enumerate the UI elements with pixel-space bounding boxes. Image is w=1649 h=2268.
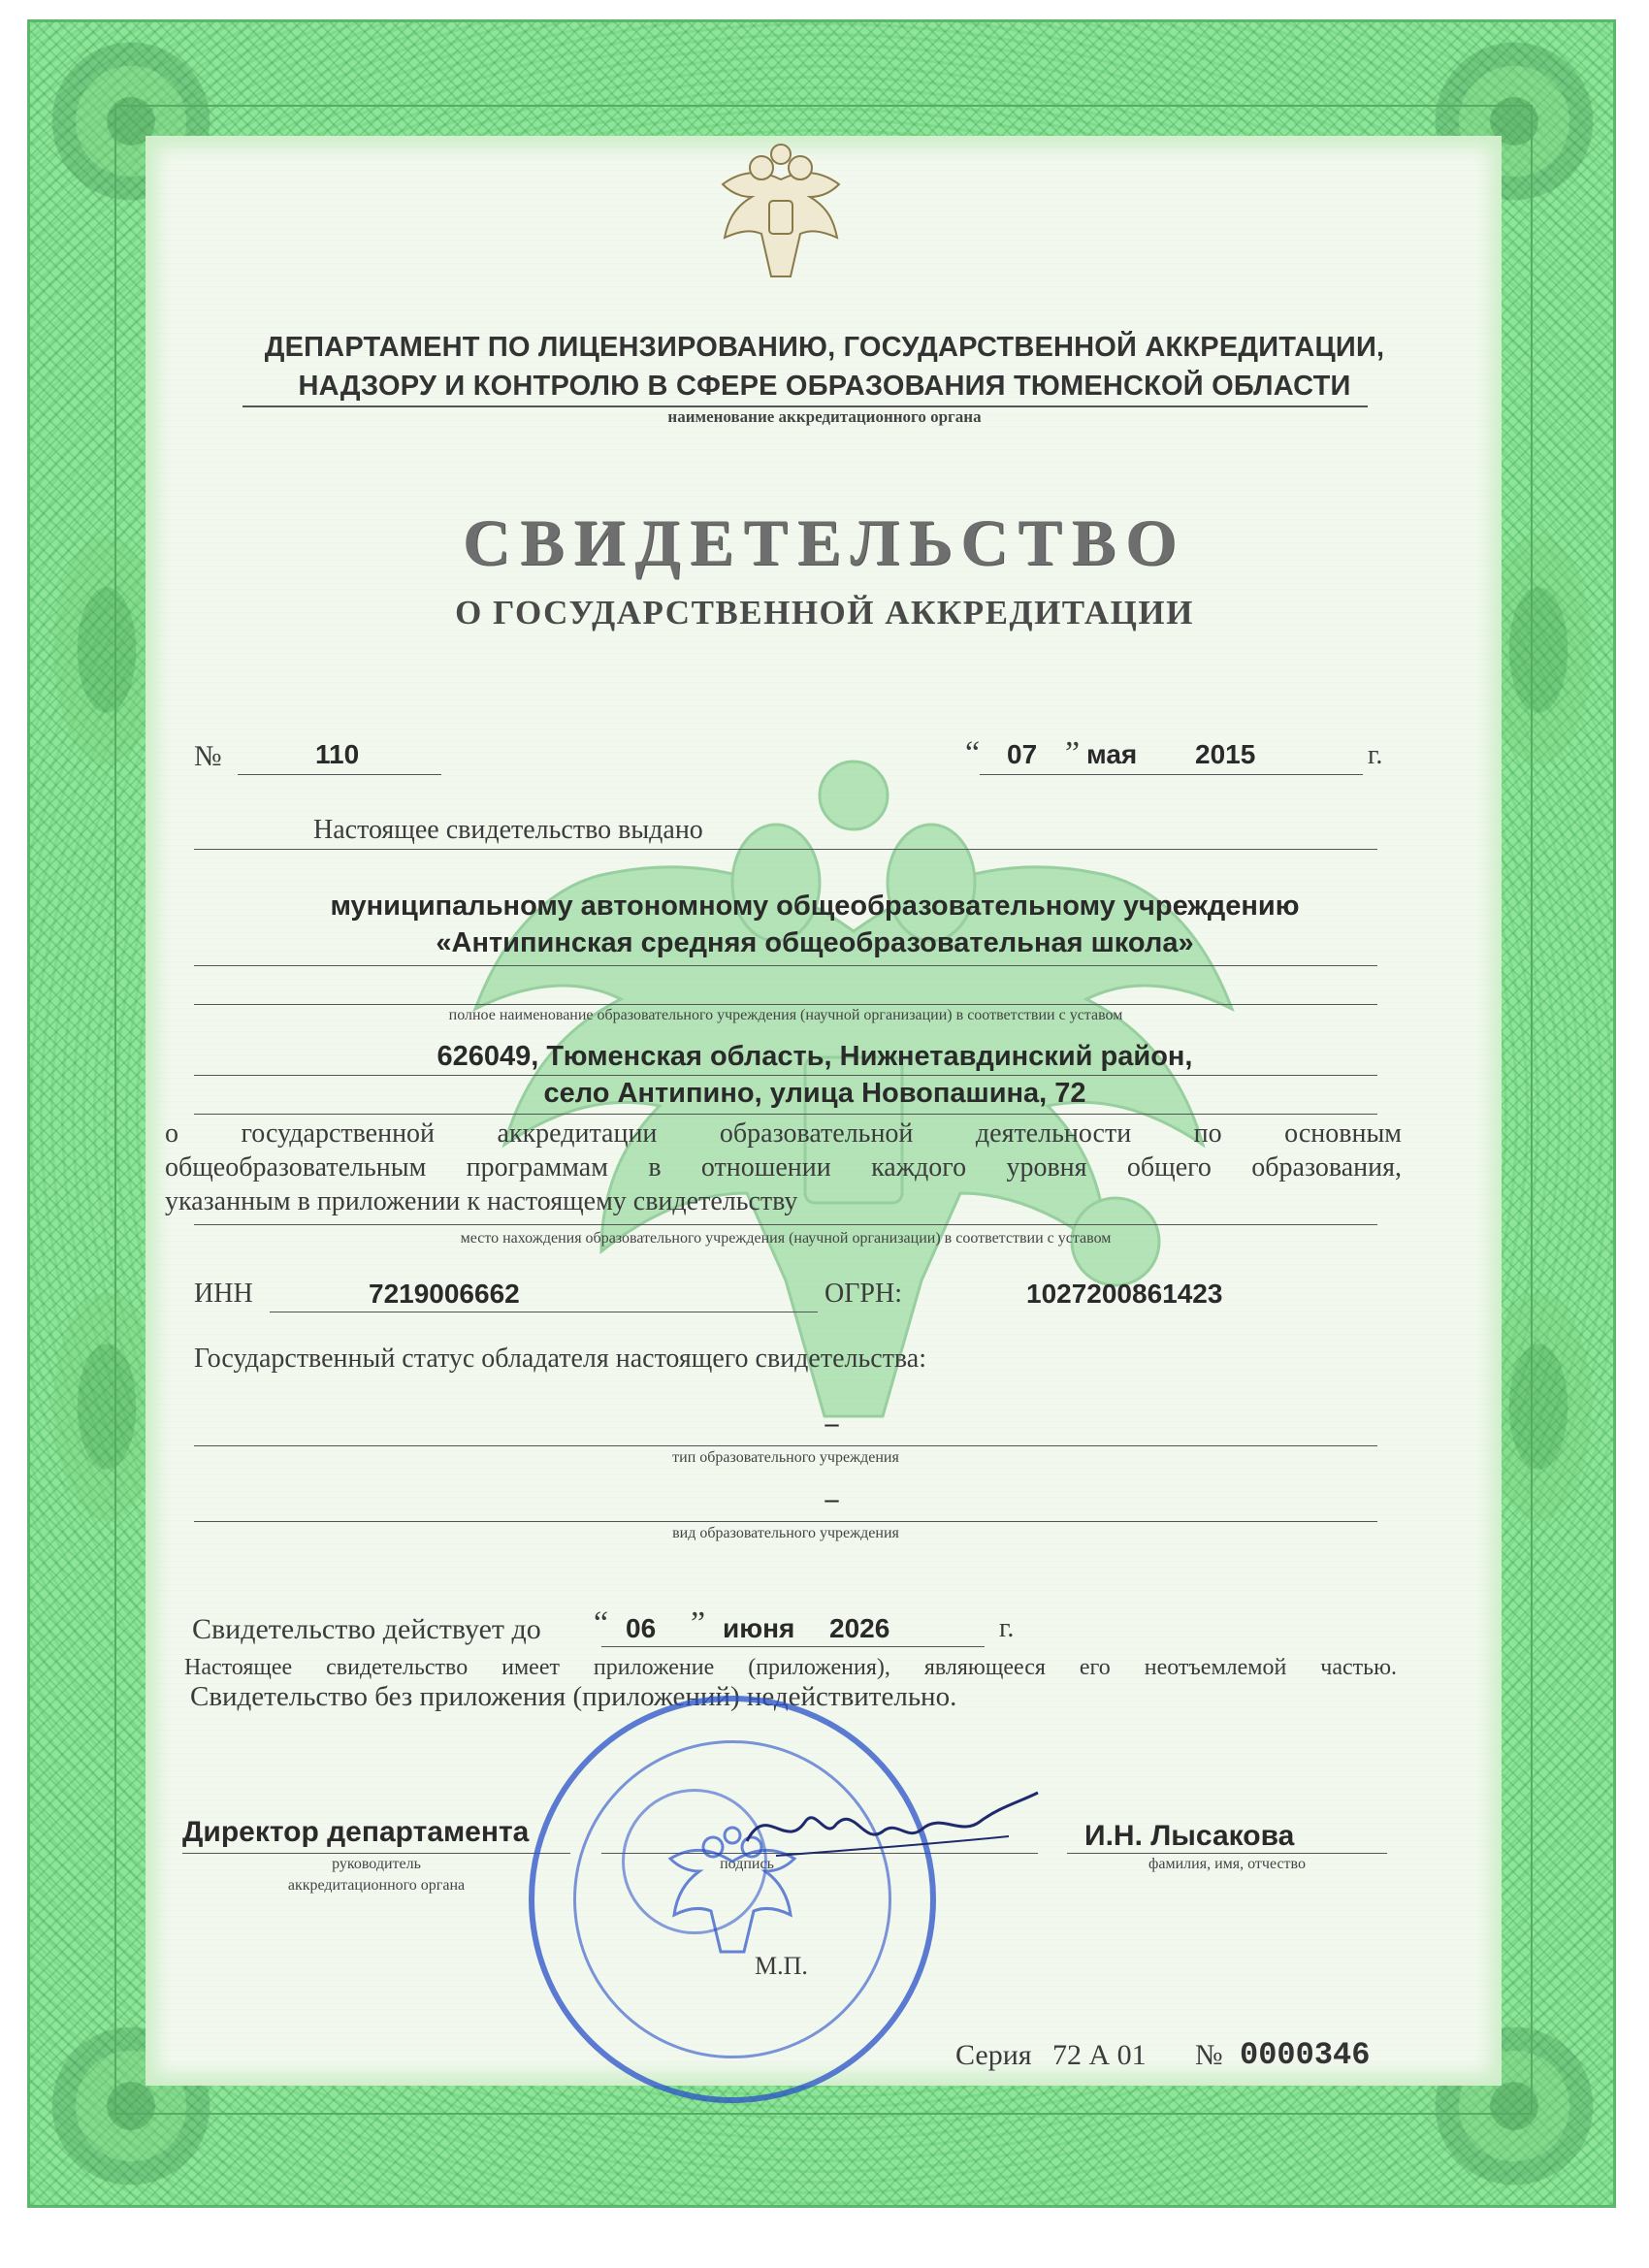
valid-until-label: Свидетельство действует до [192, 1613, 541, 1645]
position-caption-line2: аккредитационного органа [287, 1877, 466, 1894]
address-underline-1 [194, 1075, 1377, 1076]
issued-underline [194, 849, 1377, 850]
name-caption: фамилия, имя, отчество [1148, 1856, 1306, 1872]
date-suffix: г. [1368, 740, 1383, 770]
date-open-quote: “ [965, 735, 981, 771]
organization-name-line1: муниципальному автономному общеобразовательному учреждению [330, 891, 1300, 922]
address-line1: 626049, Тюменская область, Нижнетавдинский район, [436, 1041, 1193, 1072]
valid-year: 2026 [829, 1613, 890, 1643]
form-number: 0000346 [1240, 2037, 1371, 2073]
certificate-title: СВИДЕТЕЛЬСТВО [463, 505, 1186, 579]
issued-to-label: Настоящее свидетельство выдано [313, 815, 703, 845]
department-name-line2: НАДЗОРУ И КОНТРОЛЮ В СФЕРЕ ОБРАЗОВАНИЯ ТЮМЕНСКОЙ ОБЛАСТИ [298, 371, 1351, 402]
certificate-subtitle: О ГОСУДАРСТВЕННОЙ АККРЕДИТАЦИИ [455, 594, 1194, 632]
certificate-number: 110 [315, 739, 360, 769]
ogrn-value: 1027200861423 [1026, 1279, 1223, 1309]
position-caption-line1: руководитель [332, 1856, 421, 1872]
issue-month: мая [1086, 739, 1138, 769]
valid-close-quote: ” [691, 1605, 706, 1641]
signer-position: Директор департамента [182, 1816, 530, 1848]
number-label: № [194, 740, 222, 772]
valid-underline [601, 1646, 985, 1647]
position-underline [182, 1853, 570, 1854]
valid-month: июня [723, 1613, 795, 1643]
invalid-without-appendix-note: Свидетельство без приложения (приложений) недействительно. [190, 1681, 957, 1712]
kind-underline [194, 1521, 1377, 1522]
number-underline [238, 774, 441, 775]
organization-caption: полное наименование образовательного учреждения (научной организации) в соответствии с уставом [448, 1007, 1123, 1023]
official-stamp [529, 1696, 936, 2103]
address-caption: место нахождения образовательного учреждения (научной организации) в соответствии с уставом [460, 1230, 1112, 1247]
ogrn-label: ОГРН: [824, 1279, 902, 1309]
name-underline [1067, 1853, 1387, 1854]
accreditation-text-line3: указанным в приложении к настоящему свидетельству [165, 1186, 798, 1216]
org-underline-2 [194, 1004, 1377, 1005]
accreditation-text-line2: общеобразовательным программам в отношении каждого уровня общего образования, [165, 1152, 1402, 1183]
accreditation-text-line1: о государственной аккредитации образовательной деятельности по основным [165, 1118, 1402, 1149]
issue-year: 2015 [1195, 739, 1256, 769]
signer-name: И.Н. Лысакова [1084, 1820, 1295, 1852]
institution-kind-caption: вид образовательного учреждения [672, 1525, 899, 1541]
date-close-quote: ” [1065, 735, 1081, 771]
series-value: 72 А 01 [1052, 2039, 1147, 2071]
department-name-line1: ДЕПАРТАМЕНТ ПО ЛИЦЕНЗИРОВАНИЮ, ГОСУДАРСТВЕННОЙ АККРЕДИТАЦИИ, [264, 332, 1385, 363]
date-underline [980, 774, 1363, 775]
address-line2: село Антипино, улица Новопашина, 72 [543, 1078, 1086, 1109]
type-underline [194, 1445, 1377, 1446]
institution-type-value: – [824, 1409, 839, 1439]
institution-kind-value: – [824, 1484, 839, 1514]
valid-open-quote: “ [594, 1605, 609, 1641]
address-underline-2 [194, 1114, 1377, 1115]
signature-caption: подпись [720, 1856, 774, 1872]
coat-of-arms-icon [703, 141, 858, 296]
inn-value: 7219006662 [369, 1279, 520, 1309]
valid-suffix: г. [999, 1613, 1015, 1643]
form-number-label: № [1195, 2039, 1223, 2071]
seal-place-caption: М.П. [755, 1952, 808, 1980]
issue-day: 07 [1007, 739, 1038, 769]
inn-label: ИНН [194, 1279, 253, 1309]
status-label: Государственный статус обладателя настоящего свидетельства: [194, 1344, 926, 1374]
department-caption: наименование аккредитационного органа [667, 407, 982, 426]
institution-type-caption: тип образовательного учреждения [672, 1449, 899, 1466]
series-label: Серия [955, 2039, 1032, 2071]
appendix-note: Настоящее свидетельство имеет приложение (приложения), являющееся его неотъемлемой частью. [184, 1655, 1397, 1680]
stamp-eagle-icon [534, 1701, 930, 2097]
org-underline-1 [194, 965, 1377, 966]
handwritten-signature [737, 1783, 1048, 1870]
valid-day: 06 [626, 1613, 657, 1643]
organization-name-line2: «Антипинская средняя общеобразовательная школа» [436, 927, 1194, 958]
text-underline [194, 1224, 1377, 1225]
